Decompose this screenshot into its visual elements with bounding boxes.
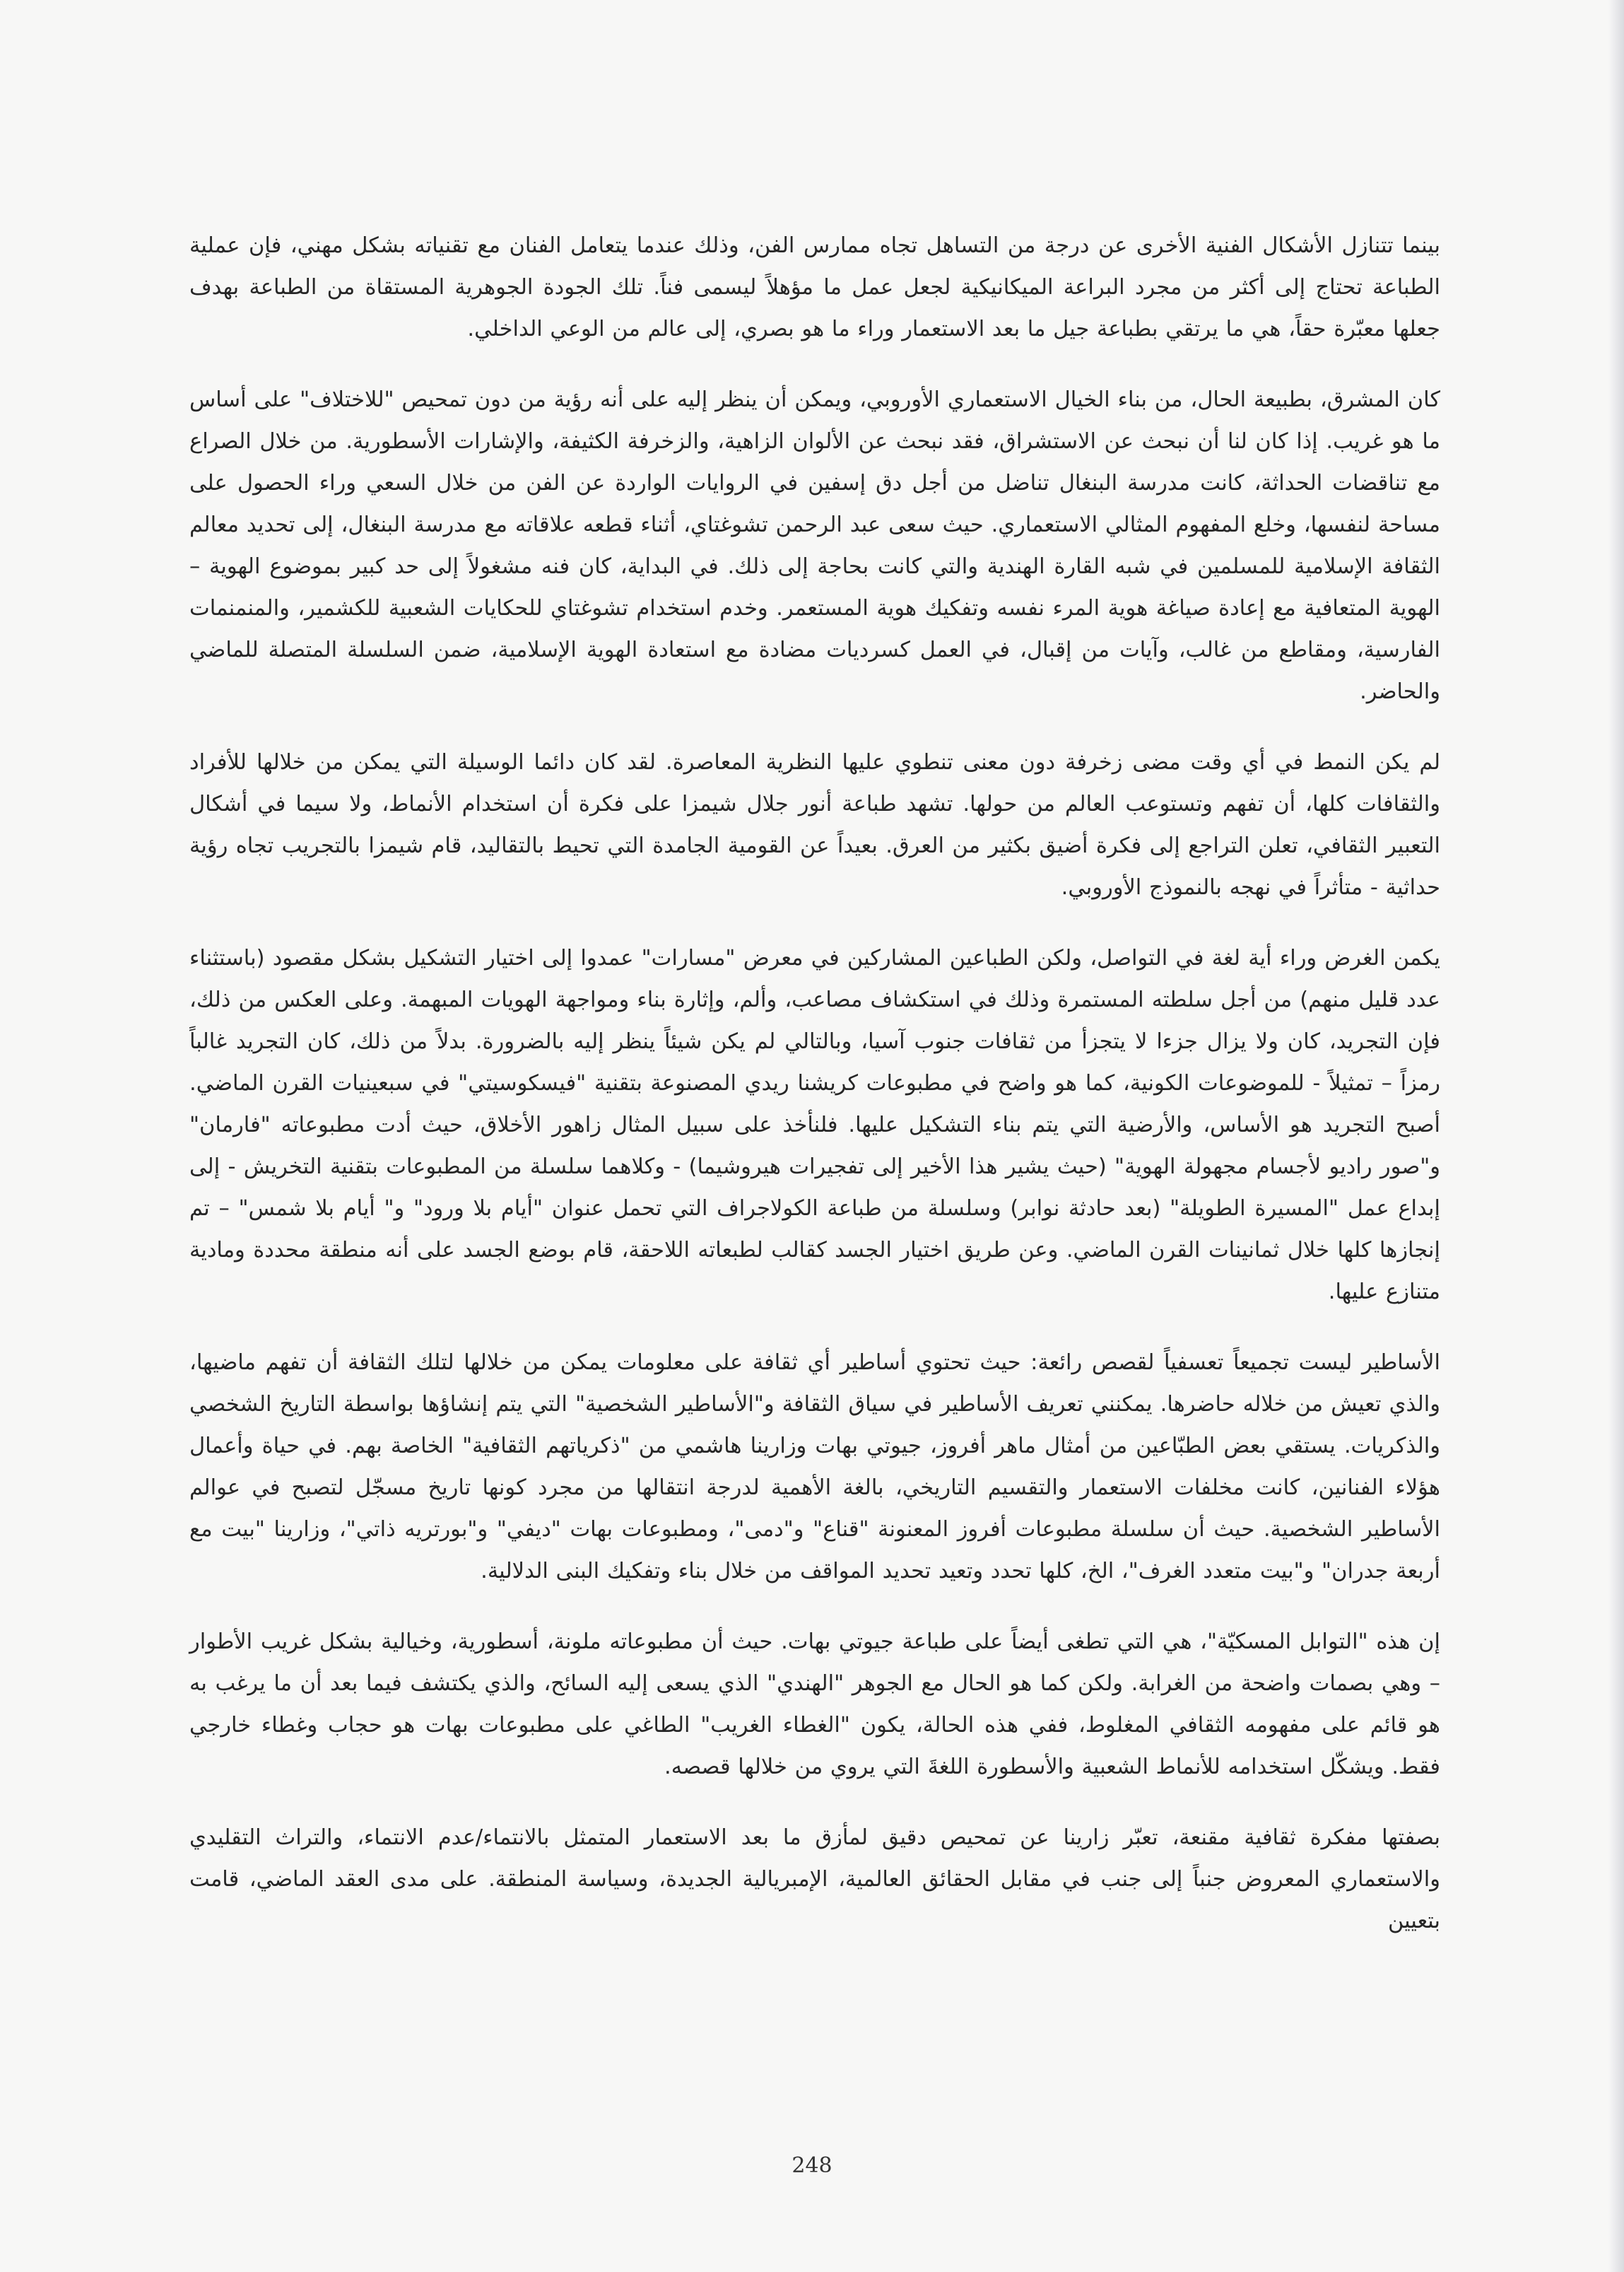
paragraph-1: بينما تتنازل الأشكال الفنية الأخرى عن درجة من التساهل تجاه ممارس الفن، وذلك عندما يتعامل الفنان مع تقنياته بشكل مهني، فإن عملية الطباعة تحتاج إلى أكثر من مجرد البراعة الميكانيكية لجعل عمل ما مؤهلاً ليسمى فناً. تلك الجودة الجوهرية المستقاة من الطباعة بهدف جعلها معبّرة حقاً، هي ما يرتقي بطباعة جيل ما بعد الاستعمار وراء ما هو بصري، إلى عالم من الوعي الداخلي. xyxy=(189,233,1440,341)
paragraph-7: بصفتها مفكرة ثقافية مقنعة، تعبّر زارينا عن تمحيص دقيق لمأزق ما بعد الاستعمار المتمثل بالانتماء/عدم الانتماء، والتراث التقليدي والاستعماري المعروض جنباً إلى جنب في مقابل الحقائق العالمية، الإمبريالية الجديدة، وسياسة المنطقة. على مدى العقد الماضي، قامت بتعيين xyxy=(189,1825,1440,1933)
page-number: 248 xyxy=(792,2153,832,2178)
paragraph-5: الأساطير ليست تجميعاً تعسفياً لقصص رائعة: حيث تحتوي أساطير أي ثقافة على معلومات يمكن من خلالها لتلك الثقافة أن تفهم ماضيها، والذي تعيش من خلاله حاضرها. يمكنني تعريف الأساطير في سياق الثقافة و"الأساطير الشخصية" التي يتم إنشاؤها بواسطة التاريخ الشخصي والذكريات. يستقي بعض الطبّاعين من أمثال ماهر أفروز، جيوتي بهات وزارينا هاشمي من "ذكرياتهم الثقافية" الخاصة بهم. في حياة وأعمال هؤلاء الفنانين، كانت مخلفات الاستعمار والتقسيم التاريخي، بالغة الأهمية لدرجة انتقالها من مجرد كونها تاريخ مسجّل لتصبح في عوالم الأساطير الشخصية. حيث أن سلسلة مطبوعات أفروز المعنونة "قناع" و"دمى"، ومطبوعات بهات "ديفي" و"بورتريه ذاتي"، وزارينا "بيت مع أربعة جدران" و"بيت متعدد الغرف"، الخ، كلها تحدد وتعيد تحديد المواقف من خلال بناء وتفكيك البنى الدلالية. xyxy=(189,1350,1440,1583)
paragraph-3: لم يكن النمط في أي وقت مضى زخرفة دون معنى تنطوي عليها النظرية المعاصرة. لقد كان دائما الوسيلة التي يمكن من خلالها للأفراد والثقافات كلها، أن تفهم وتستوعب العالم من حولها. تشهد طباعة أنور جلال شيمزا على فكرة أن استخدام الأنماط، ولا سيما في أشكال التعبير الثقافي، تعلن التراجع إلى فكرة أضيق بكثير من العرق. بعيداً عن القومية الجامدة التي تحيط بالتقاليد، قام شيمزا بالتجريب تجاه رؤية حداثية - متأثراً في نهجه بالنموذج الأوروبي. xyxy=(189,750,1440,900)
paragraph-6: إن هذه "التوابل المسكيّة"، هي التي تطغى أيضاً على طباعة جيوتي بهات. حيث أن مطبوعاته ملونة، أسطورية، وخيالية بشكل غريب الأطوار – وهي بصمات واضحة من الغرابة. ولكن كما هو الحال مع الجوهر "الهندي" الذي يسعى إليه السائح، والذي يكتشف فيما بعد أن ما يرغب به هو قائم على مفهومه الثقافي المغلوط، ففي هذه الحالة، يكون "الغطاء الغريب" الطاغي على مطبوعات بهات هو حجاب وغطاء خارجي فقط. ويشكّل استخدامه للأنماط الشعبية والأسطورة اللغةَ التي يروي من خلالها قصصه. xyxy=(189,1629,1440,1779)
paragraph-4: يكمن الغرض وراء أية لغة في التواصل، ولكن الطباعين المشاركين في معرض "مسارات" عمدوا إلى اختيار التشكيل بشكل مقصود (باستثناء عدد قليل منهم) من أجل سلطته المستمرة وذلك في استكشاف مصاعب، وألم، وإثارة بناء ومواجهة الهويات المبهمة. وعلى العكس من ذلك، فإن التجريد، كان ولا يزال جزءا لا يتجزأ من ثقافات جنوب آسيا، وبالتالي لم يكن شيئاً ينظر إليه بالضرورة. بدلاً من ذلك، كان التجريد غالباً رمزاً – تمثيلاً - للموضوعات الكونية، كما هو واضح في مطبوعات كريشنا ريدي المصنوعة بتقنية "فيسكوسيتي" في سبعينيات القرن الماضي. أصبح التجريد هو الأساس، والأرضية التي يتم بناء التشكيل عليها. فلنأخذ على سبيل المثال زاهور الأخلاق، حيث أدت مطبوعاته "فارمان" و"صور راديو لأجسام مجهولة الهوية" (حيث يشير هذا الأخير إلى تفجيرات هيروشيما) - وكلاهما سلسلة من المطبوعات بتقنية التخريش - إلى إبداع عمل "المسيرة الطويلة" (بعد حادثة نوابر) وسلسلة من طباعة الكولاجراف التي تحمل عنوان "أيام بلا ورود" و" أيام بلا شمس" – تم إنجازها كلها خلال ثمانينات القرن الماضي. وعن طريق اختيار الجسد كقالب لطبعاته اللاحقة، قام بوضع الجسد على أنه منطقة محددة ومادية متنازع عليها. xyxy=(189,946,1440,1304)
page-edge-shadow xyxy=(1608,0,1624,2272)
paragraph-2: كان المشرق، بطبيعة الحال، من بناء الخيال الاستعماري الأوروبي، ويمكن أن ينظر إليه على أنه رؤية من دون تمحيص "للاختلاف" على أساس ما هو غريب. إذا كان لنا أن نبحث عن الاستشراق، فقد نبحث عن الألوان الزاهية، والزخرفة الكثيفة، والإشارات الأسطورية. من خلال الصراع مع تناقضات الحداثة، كانت مدرسة البنغال تناضل من أجل دق إسفين في الروايات الواردة عن الفن من خلال السعي وراء الحصول على مساحة لنفسها، وخلع المفهوم المثالي الاستعماري. حيث سعى عبد الرحمن تشوغتاي، أثناء قطعه علاقاته مع مدرسة البنغال، إلى تحديد معالم الثقافة الإسلامية للمسلمين في شبه القارة الهندية والتي كانت بحاجة إلى ذلك. في البداية، كان فنه مشغولاً إلى حد كبير بموضوع الهوية – الهوية المتعافية مع إعادة صياغة هوية المرء نفسه وتفكيك هوية المستعمر. وخدم استخدام تشوغتاي للحكايات الشعبية للكشمير، والمنمنمات الفارسية، ومقاطع من غالب، وآيات من إقبال، في العمل كسرديات مضادة مع استعادة الهوية الإسلامية، ضمن السلسلة المتصلة للماضي والحاضر. xyxy=(189,387,1440,704)
article-body xyxy=(189,225,1440,1971)
